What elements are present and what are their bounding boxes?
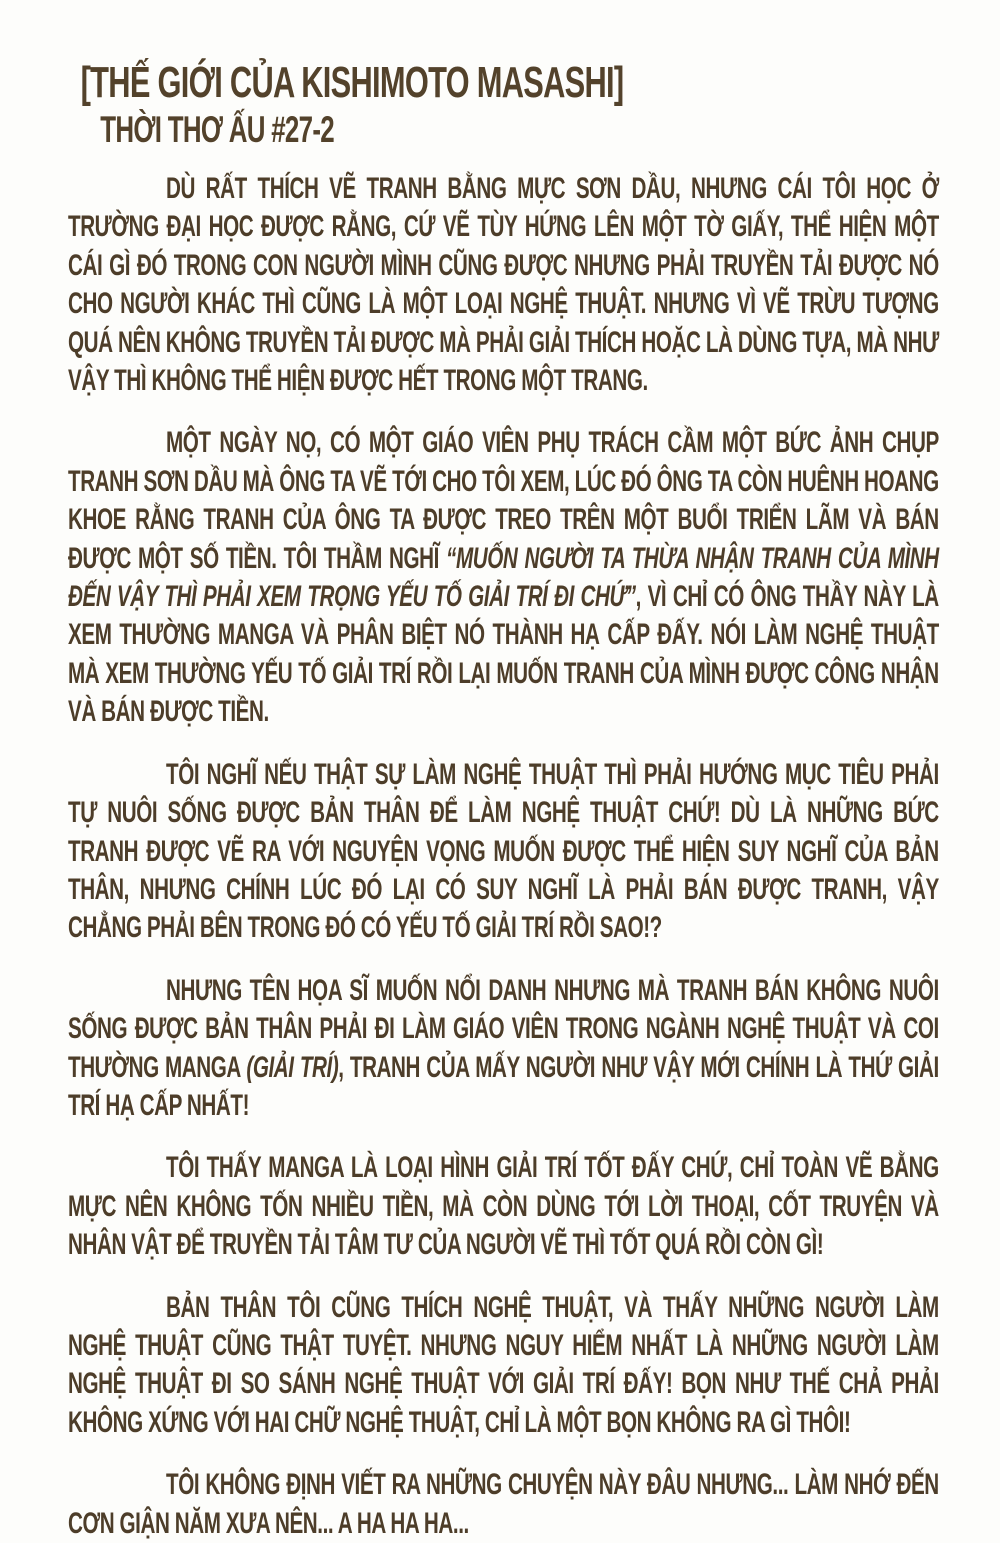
paragraph: [68, 1466, 939, 1543]
text-run: DÙ RẤT THÍCH VẼ TRANH BẰNG MỰC SƠN DẦU, NHƯNG CÁI TÔI HỌC Ở TRƯỜNG ĐẠI HỌC ĐƯỢC RẰNG, CỨ VẼ TÙY HỨNG LÊN MỘT TỜ GIẤY, THỂ HIỆN MỘT CÁI GÌ ĐÓ TRONG CON NGƯỜI MÌNH CŨNG ĐƯỢC NHƯNG PHẢI TRUYỀN TẢI ĐƯỢC NÓ CHO NGƯỜI KHÁC THÌ CŨNG LÀ MỘT LOẠI NGHỆ THUẬT. NHƯNG VÌ VẼ TRỪU TƯỢNG QUÁ NÊN KHÔNG TRUYỀN TẢI ĐƯỢC MÀ PHẢI GIẢI THÍCH HOẶC LÀ DÙNG TỰA, MÀ NHƯ VẬY THÌ KHÔNG THỂ HIỆN ĐƯỢC HẾT TRONG MỘT TRANG.: [68, 172, 939, 398]
quoted-text-run: (GIẢI TRÍ): [246, 1050, 339, 1084]
text-run: TÔI KHÔNG ĐỊNH VIẾT RA NHỮNG CHUYỆN NÀY ĐÂU NHƯNG... LÀM NHỚ ĐẾN CƠN GIẬN NĂM XƯA NÊN... A HA HA HA...: [68, 1468, 939, 1540]
quoted-text-run: “MUỐN NGƯỜI TA THỪA NHẬN TRANH CỦA MÌNH ĐẾN VẬY THÌ PHẢI XEM TRỌNG YẾU TỐ GIẢI TRÍ ĐI CHỨ”: [68, 541, 939, 614]
paragraph: [68, 756, 939, 948]
paragraph: [68, 424, 939, 731]
text-run: TÔI NGHĨ NẾU THẬT SỰ LÀM NGHỆ THUẬT THÌ PHẢI HƯỚNG MỤC TIÊU PHẢI TỰ NUÔI SỐNG ĐƯỢC BẢN THÂN ĐỂ LÀM NGHỆ THUẬT CHỨ! DÙ LÀ NHỮNG BỨC TRANH ĐƯỢC VẼ RA VỚI NGUYỆN VỌNG MUỐN ĐƯỢC THỂ HIỆN SUY NGHĨ CỦA BẢN THÂN, NHƯNG CHÍNH LÚC ĐÓ LẠI CÓ SUY NGHĨ LÀ PHẢI BÁN ĐƯỢC TRANH, VẬY CHẲNG PHẢI BÊN TRONG ĐÓ CÓ YẾU TỐ GIẢI TRÍ RỒI SAO!?: [68, 757, 939, 945]
body-text: [68, 170, 939, 1543]
paragraph: [68, 1289, 939, 1443]
text-run: TÔI THẤY MANGA LÀ LOẠI HÌNH GIẢI TRÍ TỐT ĐẤY CHỨ, CHỈ TOÀN VẼ BẰNG MỰC NÊN KHÔNG TỐN NHIỀU TIỀN, MÀ CÒN DÙNG TỚI LỜI THOẠI, CỐT TRUYỆN VÀ NHÂN VẬT ĐỂ TRUYỀN TẢI TÂM TƯ CỦA NGƯỜI VẼ THÌ TỐT QUÁ RỒI CÒN GÌ!: [68, 1151, 939, 1262]
text-run: , VÌ CHỈ CÓ ÔNG THẦY NÀY LÀ XEM THƯỜNG MANGA VÀ PHÂN BIỆT NÓ THÀNH HẠ CẤP ĐẤY. NÓI LÀM NGHỆ THUẬT MÀ XEM THƯỜNG YẾU TỐ GIẢI TRÍ RỒI LẠI MUỐN TRANH CỦA MÌNH ĐƯỢC CÔNG NHẬN VÀ BÁN ĐƯỢC TIỀN.: [68, 580, 939, 729]
page-subtitle: THỜI THƠ ẤU #27-2: [100, 109, 334, 150]
text-run: BẢN THÂN TÔI CŨNG THÍCH NGHỆ THUẬT, VÀ THẤY NHỮNG NGƯỜI LÀM NGHỆ THUẬT CŨNG THẬT TUYỆT. NHƯNG NGUY HIỂM NHẤT LÀ NHỮNG NGƯỜI LÀM NGHỆ THUẬT ĐI SO SÁNH NGHỆ THUẬT VỚI GIẢI TRÍ ĐẤY! BỌN NHƯ THẾ CHẢ PHẢI KHÔNG XỨNG VỚI HAI CHỮ NGHỆ THUẬT, CHỈ LÀ MỘT BỌN KHÔNG RA GÌ THÔI!: [68, 1290, 939, 1439]
text-run: NHƯNG TÊN HỌA SĨ MUỐN NỔI DANH NHƯNG MÀ TRANH BÁN KHÔNG NUÔI SỐNG ĐƯỢC BẢN THÂN PHẢI ĐI LÀM GIÁO VIÊN TRONG NGÀNH NGHỆ THUẬT VÀ COI THƯỜNG MANGA: [68, 973, 939, 1084]
paragraph: [68, 170, 939, 400]
paragraph: [68, 972, 939, 1126]
text-run: MỘT NGÀY NỌ, CÓ MỘT GIÁO VIÊN PHỤ TRÁCH CẦM MỘT BỨC ẢNH CHỤP TRANH SƠN DẦU MÀ ÔNG TA VẼ TỚI CHO TÔI XEM, LÚC ĐÓ ÔNG TA CÒN HUÊNH HOANG KHOE RẰNG TRANH CỦA ÔNG TA ĐƯỢC TREO TRÊN MỘT BUỔI TRIỂN LÃM VÀ BÁN ĐƯỢC MỘT SỐ TIỀN. TÔI THẦM NGHĨ: [68, 426, 939, 575]
paragraph: [68, 1149, 939, 1264]
text-run: , TRANH CỦA MẤY NGƯỜI NHƯ VẬY MỚI CHÍNH LÀ THỨ GIẢI TRÍ HẠ CẤP NHẤT!: [68, 1050, 939, 1122]
content-area: [68, 58, 939, 1543]
page-title: [THẾ GIỚI CỦA KISHIMOTO MASASHI]: [80, 58, 624, 107]
